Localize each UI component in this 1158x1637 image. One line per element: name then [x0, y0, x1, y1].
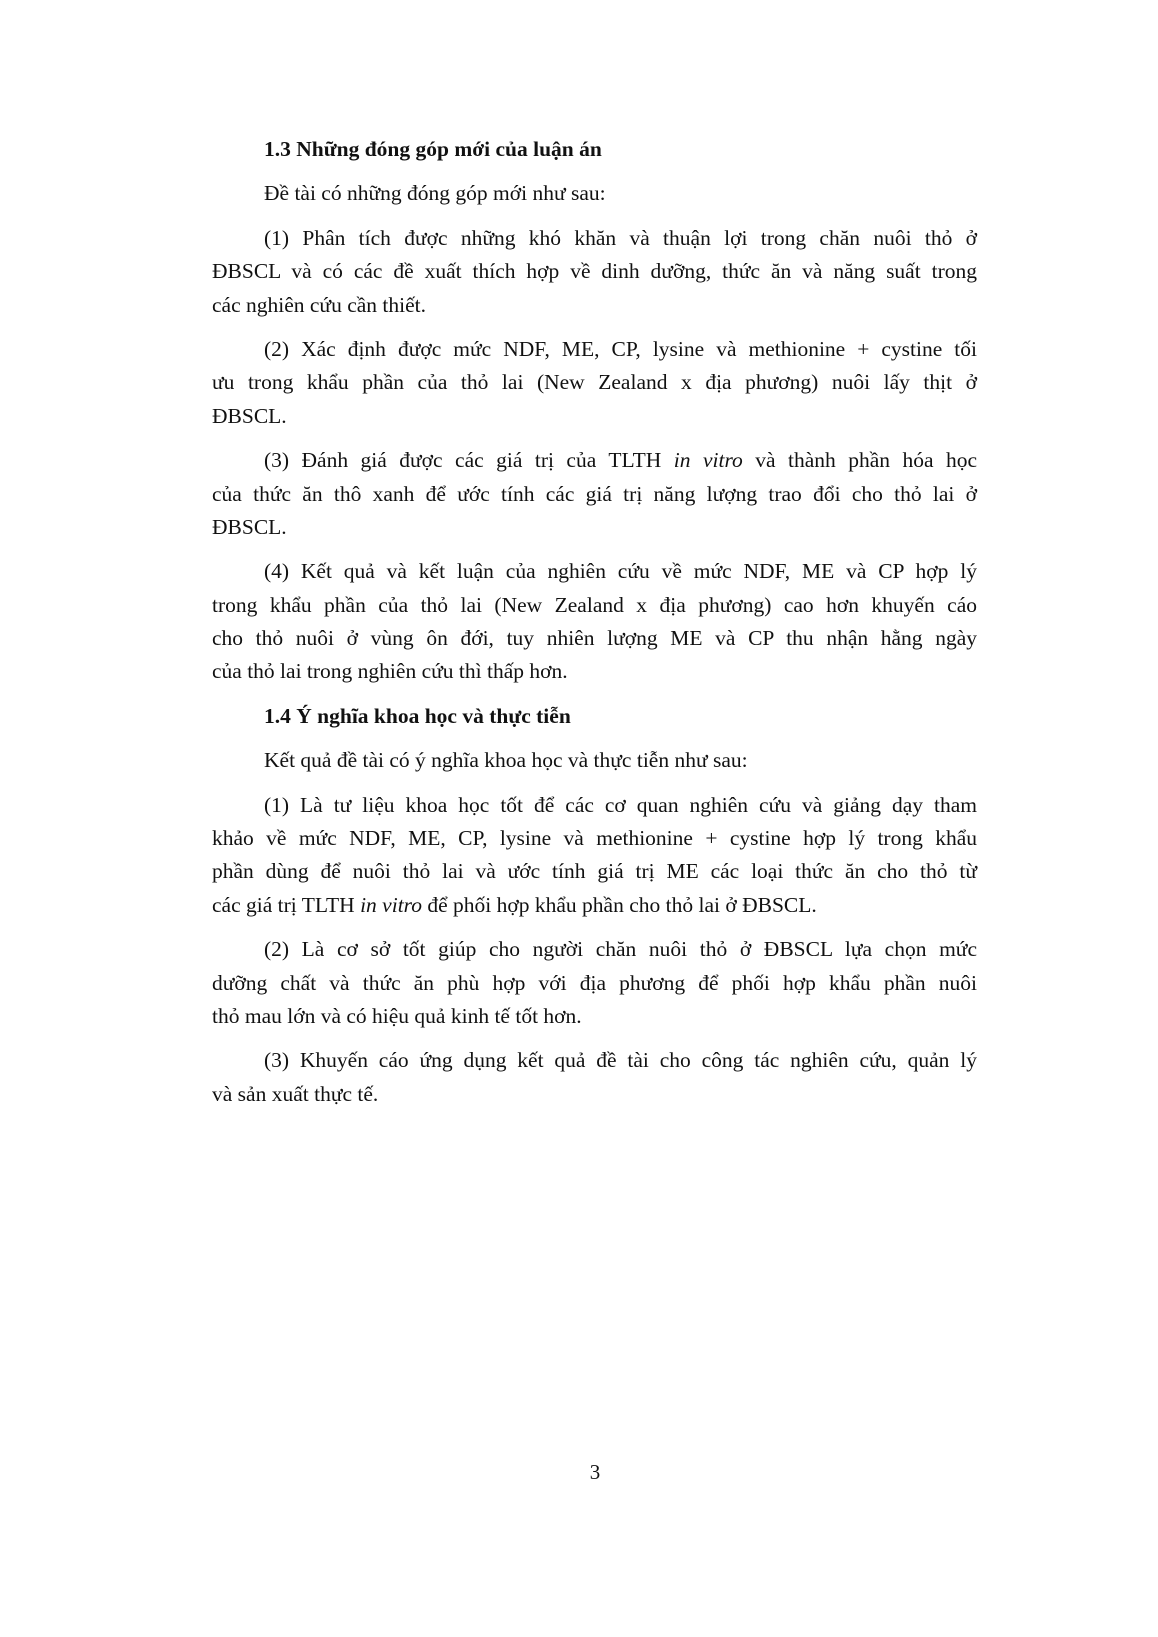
text-segment: ĐBSCL và có các đề xuất thích hợp về dinh dưỡng, thức ăn và năng suất trong	[212, 259, 977, 284]
text-line	[212, 444, 977, 477]
text-line	[212, 333, 977, 366]
text-segment: 1.3 Những đóng góp mới của luận án	[264, 137, 602, 161]
text-segment: (4) Kết quả và kết luận của nghiên cứu về mức NDF, ME và CP hợp lý	[264, 559, 977, 584]
text-line	[212, 855, 977, 888]
text-line	[212, 555, 977, 588]
text-line	[212, 967, 977, 1000]
section-heading	[212, 700, 977, 733]
text-segment: và thành phần hóa học	[742, 448, 977, 473]
text-segment: ĐBSCL.	[212, 403, 287, 428]
text-line	[212, 511, 977, 544]
paragraph	[212, 789, 977, 923]
text-segment: trong khẩu phần của thỏ lai (New Zealand x địa phương) cao hơn khuyến cáo	[212, 592, 977, 617]
text-segment: (1) Là tư liệu khoa học tốt để các cơ quan nghiên cứu và giảng dạy tham	[264, 792, 977, 817]
text-line	[212, 177, 977, 210]
text-line	[212, 789, 977, 822]
text-line	[212, 822, 977, 855]
text-line	[212, 889, 977, 922]
text-segment: dưỡng chất và thức ăn phù hợp với địa phương để phối hợp khẩu phần nuôi	[212, 970, 977, 995]
italic-term: in vitro	[360, 892, 422, 917]
paragraph	[212, 333, 977, 433]
text-segment: Đề tài có những đóng góp mới như sau:	[264, 181, 606, 206]
paragraph	[212, 555, 977, 689]
document-body	[212, 133, 977, 1122]
text-line	[212, 1078, 977, 1111]
text-line	[212, 255, 977, 288]
paragraph	[212, 444, 977, 544]
text-segment: khảo về mức NDF, ME, CP, lysine và methionine + cystine hợp lý trong khẩu	[212, 826, 977, 851]
paragraph	[212, 177, 977, 210]
section-heading	[212, 133, 977, 166]
text-line	[212, 366, 977, 399]
text-segment: của thỏ lai trong nghiên cứu thì thấp hơn.	[212, 659, 568, 684]
page-number: 3	[589, 1460, 601, 1484]
text-segment: (3) Đánh giá được các giá trị của TLTH	[264, 448, 674, 473]
text-segment: và sản xuất thực tế.	[212, 1081, 379, 1106]
text-line	[212, 400, 977, 433]
paragraph	[212, 744, 977, 777]
text-line	[212, 744, 977, 777]
text-line	[212, 1044, 977, 1077]
text-segment: thỏ mau lớn và có hiệu quả kinh tế tốt hơn.	[212, 1003, 582, 1028]
text-segment: của thức ăn thô xanh để ước tính các giá trị năng lượng trao đổi cho thỏ lai ở	[212, 481, 977, 506]
text-line	[212, 478, 977, 511]
italic-term: in vitro	[673, 448, 743, 473]
text-line	[212, 589, 977, 622]
text-line	[212, 700, 977, 733]
text-line	[212, 1000, 977, 1033]
text-segment: (2) Xác định được mức NDF, ME, CP, lysine và methionine + cystine tối	[264, 336, 977, 361]
text-segment: Kết quả đề tài có ý nghĩa khoa học và thực tiễn như sau:	[264, 748, 748, 773]
text-segment: (2) Là cơ sở tốt giúp cho người chăn nuôi thỏ ở ĐBSCL lựa chọn mức	[264, 937, 977, 962]
text-segment: để phối hợp khẩu phần cho thỏ lai ở ĐBSCL.	[422, 892, 817, 917]
paragraph	[212, 222, 977, 322]
text-segment: cho thỏ nuôi ở vùng ôn đới, tuy nhiên lượng ME và CP thu nhận hằng ngày	[212, 626, 977, 651]
text-segment: ưu trong khẩu phần của thỏ lai (New Zealand x địa phương) nuôi lấy thịt ở	[212, 370, 977, 395]
text-line	[212, 655, 977, 688]
text-line	[212, 133, 977, 166]
text-segment: 1.4 Ý nghĩa khoa học và thực tiễn	[264, 703, 571, 728]
paragraph	[212, 933, 977, 1033]
text-segment: ĐBSCL.	[212, 514, 287, 539]
text-line	[212, 289, 977, 322]
paragraph	[212, 1044, 977, 1111]
text-segment: các giá trị TLTH	[212, 892, 361, 917]
text-line	[212, 622, 977, 655]
text-line	[212, 222, 977, 255]
text-line	[212, 933, 977, 966]
text-segment: (3) Khuyến cáo ứng dụng kết quả đề tài cho công tác nghiên cứu, quản lý	[264, 1048, 977, 1073]
text-segment: các nghiên cứu cần thiết.	[212, 292, 427, 317]
text-segment: (1) Phân tích được những khó khăn và thuận lợi trong chăn nuôi thỏ ở	[264, 225, 977, 250]
text-segment: phần dùng để nuôi thỏ lai và ước tính giá trị ME các loại thức ăn cho thỏ từ	[212, 859, 977, 884]
